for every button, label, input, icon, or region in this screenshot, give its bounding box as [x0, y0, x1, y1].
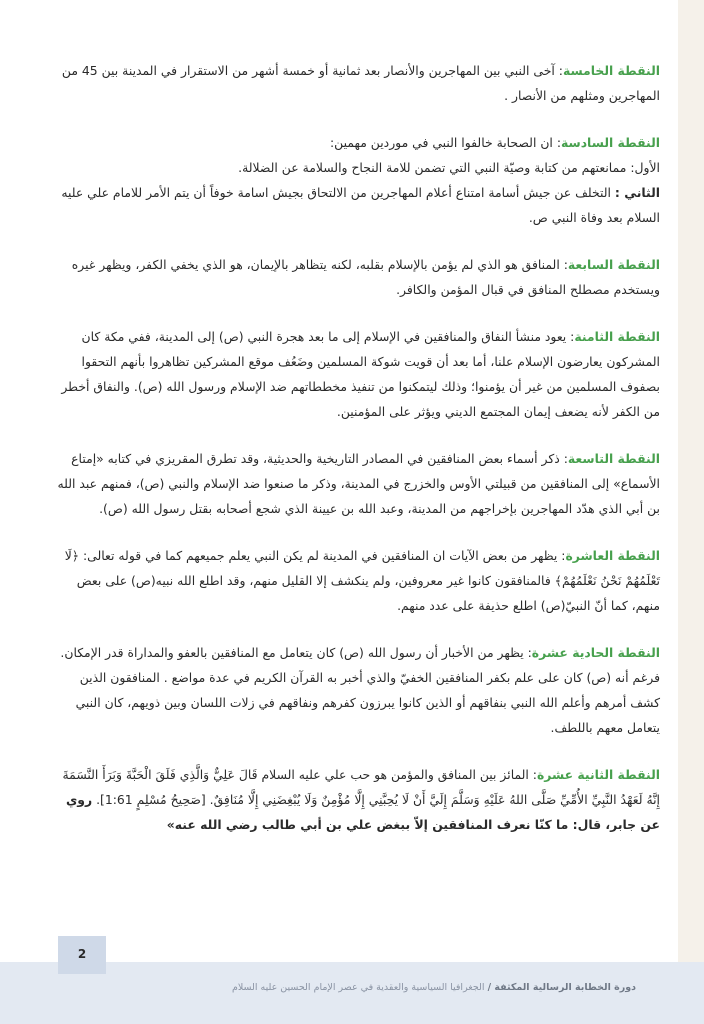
point-text: : آخى النبي بين المهاجرين والأنصار بعد ثمانية أو خمسة أشهر من الاستقرار في المدينة بين 45 من المهاجرين ومثلهم من الأنصار . [61, 63, 660, 103]
point-paragraph [48, 324, 660, 424]
footer-course: دورة الخطابة الرسالية المكثفة / [487, 982, 636, 993]
point-8 [48, 324, 660, 424]
point-paragraph [48, 446, 660, 521]
point-6 [48, 130, 660, 230]
point-text: : يعود منشأ النفاق والمنافقين في الإسلام إلى ما بعد هجرة النبي (ص) إلى المدينة، ففي مكة كان المشركون يعارضون الإسلام علنا، أما بعد أن قويت شوكة المسلمين وضَعُف موقع المشركين تظاهروا بأنهم التحقوا بصفوف المسلمين من غير أن يؤمنوا؛ وذلك ليتمكنوا من تنفيذ مخططاتهم ضد الإسلام ورسول الله (ص). والنفاق أخطر من الكفر لأنه يضعف إيمان المجتمع الديني ويؤثر على المؤمنين. [61, 329, 660, 419]
page-edge-strip [678, 0, 704, 962]
point-bold-label: الثاني : [614, 185, 660, 200]
point-line: الأول: ممانعتهم من كتابة وصيّة النبي التي تضمن للامة النجاح والسلامة عن الضلالة. [238, 160, 660, 175]
point-paragraph [48, 130, 660, 155]
point-paragraph [48, 58, 660, 108]
point-text: : يظهر من بعض الآيات ان المنافقين في المدينة لم يكن النبي يعلم جميعهم كما في قوله تعالى: ﴿لَا تَعْلَمُهُمْ نَحْنُ نَعْلَمُهُمْ﴾ فالمنافقون كانوا غير معروفين، ولم ينكشف إلا القليل منهم، وقد اطلع الله نبيه(ص) على بعض منهم، كما أنّ النبيّ(ص) اطلع حذيفة على عدد منهم. [64, 548, 660, 613]
point-paragraph [48, 640, 660, 740]
page-number: 2 [58, 936, 106, 974]
point-text: : يظهر من الأخبار أن رسول الله (ص) كان يتعامل مع المنافقين بالعفو والمداراة قدر الإمكان. فرغم أنه (ص) كان على علم بكفر المنافقين الخفيّ والذي أخبر به القرآن الكريم في عدة مواضع . المنافقون الذين كشف أمرهم وأعلم الله النبي بنفاقهم أو الذين كانوا يبرزون كفرهم ونفاقهم في زلات اللسان وبين ذويهم، كان النبي يتعامل معهم باللطف. [60, 645, 660, 735]
point-paragraph [48, 252, 660, 302]
point-10 [48, 543, 660, 618]
point-text: التخلف عن جيش أسامة امتناع أعلام المهاجرين من الالتحاق بجيش اسامة خوفاً أن يتم الأمر للامام علي عليه السلام بعد وفاة النبي ص. [61, 185, 660, 225]
point-title: النقطة التاسعة [567, 451, 660, 466]
footer-course-title [0, 982, 636, 993]
point-paragraph [48, 762, 660, 837]
point-title: النقطة السادسة [561, 135, 660, 150]
point-title: النقطة الثانية عشرة [536, 767, 660, 782]
point-text: : المائز بين المنافق والمؤمن هو حب علي عليه السلام قَالَ عَلِيٌّ وَالَّذِي فَلَقَ الْحَبَّةَ وَبَرَأَ النَّسَمَةَ إِنَّهُ لَعَهْدُ النَّبِيِّ الأُمِّيِّ صَلَّى اللهُ عَلَيْهِ وَسَلَّمَ إِلَيَّ أَنْ لَا يُحِبَّنِي إِلَّا مُؤْمِنٌ وَلَا يُبْغِضَنِي إِلَّا مُنَافِقٌ. [صَحِيحُ مُسْلِمٍ 1:61]. [62, 767, 660, 807]
point-5 [48, 58, 660, 108]
point-title: النقطة العاشرة [565, 548, 660, 563]
point-title: النقطة الثامنة [574, 329, 660, 344]
document-body [48, 58, 660, 859]
point-9 [48, 446, 660, 521]
point-text: : ذكر أسماء بعض المنافقين في المصادر التاريخية والحديثية، وقد تطرق المقريزي في كتابه «إمتاع الأسماع» إلى المنافقين من قبيلتي الأوس والخزرج في المدينة، وذكر ما صنعوا ضد الإسلام والنبي (ص)، فمنهم عبد الله بن أبي الذي هدّد المهاجرين بإخراجهم من المدينة، وعبد الله بن عيينة الذي شجع أصحابه بقتل رسول الله (ص). [57, 451, 660, 516]
point-7 [48, 252, 660, 302]
point-text: : المنافق هو الذي لم يؤمن بالإسلام بقلبه، لكنه يتظاهر بالإيمان، هو الذي يخفي الكفر، ويظهر غيره ويستخدم مصطلح المنافق في قبال المؤمن والكافر. [71, 257, 660, 297]
point-12 [48, 762, 660, 837]
point-text: : ان الصحابة خالفوا النبي في موردين مهمين: [330, 135, 561, 150]
point-11 [48, 640, 660, 740]
point-title: النقطة الخامسة [562, 63, 660, 78]
point-title: النقطة الحادية عشرة [531, 645, 660, 660]
point-title: النقطة السابعة [567, 257, 660, 272]
footer-subject: الجغرافيا السياسية والعقدية في عصر الإمام الحسين عليه السلام [231, 982, 488, 993]
point-line [48, 180, 660, 230]
point-bold-quote: روي عن جابر، قال: ما كنّا نعرف المنافقين إلاّ ببغض علي بن أبي طالب رضي الله عنه» [65, 792, 660, 832]
point-paragraph [48, 543, 660, 618]
